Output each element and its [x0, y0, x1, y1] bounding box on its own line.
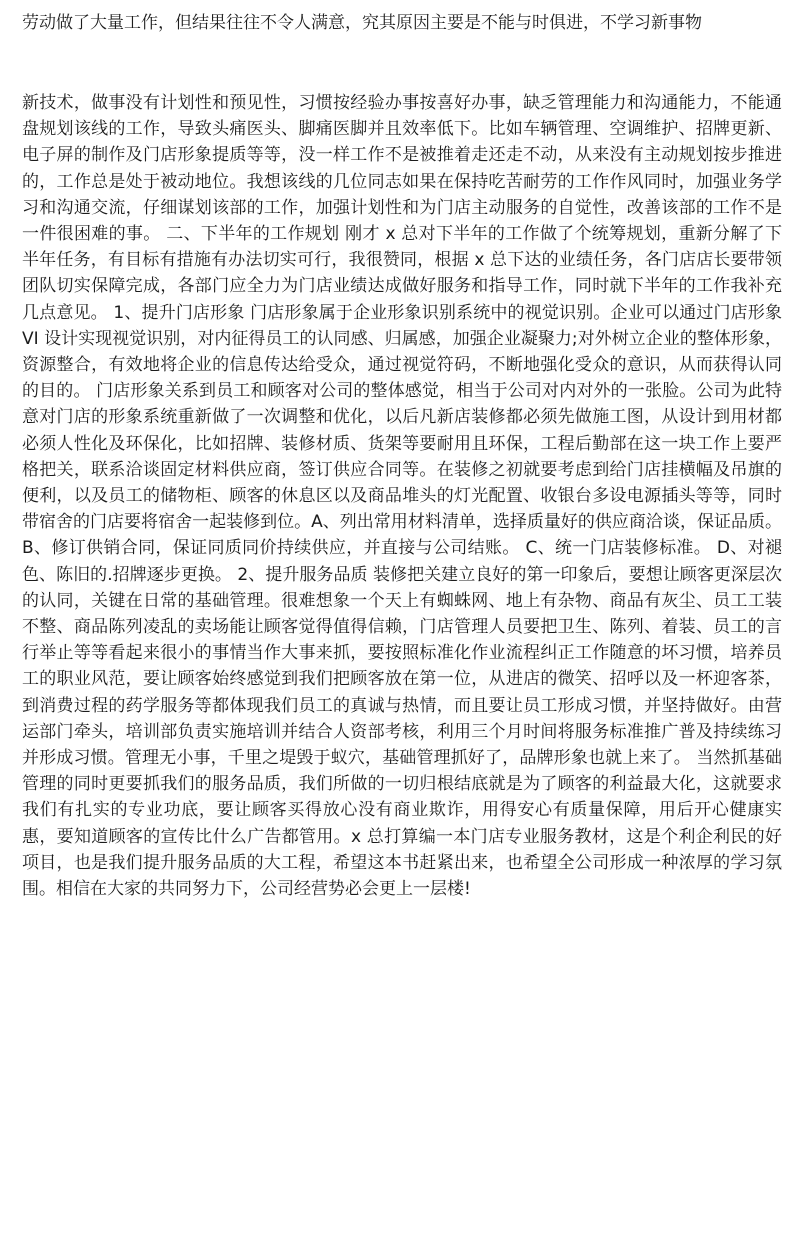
paragraph-1: 劳动做了大量工作，但结果往往不令人满意，究其原因主要是不能与时俱进，不学习新事物 [22, 13, 702, 33]
paragraph-2: 新技术，做事没有计划性和预见性，习惯按经验办事按喜好办事，缺乏管理能力和沟通能力，不能通盘规划该线的工作，导致头痛医头、脚痛医脚并且效率低下。比如车辆管理、空调维护、招牌更新、电子屏的制作及门店形象提质等等，没一样工作不是被推着走还走不动，从来没有主动规划按步推进的，工作总是处于被动地位。我想该线的几位同志如果在保持吃苦耐劳的工作作风同时，加强业务学习和沟通交流，仔细谋划该部的工作，加强计划性和为门店主动服务的自觉性，改善该部的工作不是一件很困难的事。 二、下半年的工作规划 刚才 x 总对下半年的工作做了个统筹规划，重新分解了下半年任务，有目标有措施有办法切实可行，我很赞同，根据 x 总下达的业绩任务，各门店店长要带领团队切实保障完成，各部门应全力为门店业绩达成做好服务和指导工作，同时就下半年的工作我补充几点意见。 1、提升门店形象 门店形象属于企业形象识别系统中的视觉识别。企业可以通过门店形象 VI 设计实现视觉识别，对内征得员工的认同感、归属感，加强企业凝聚力;对外树立企业的整体形象，资源整合，有效地将企业的信息传达给受众，通过视觉符码，不断地强化受众的意识，从而获得认同的目的。 门店形象关系到员工和顾客对公司的整体感觉，相当于公司对内对外的一张脸。公司为此特意对门店的形象系统重新做了一次调整和优化，以后凡新店装修都必须先做施工图，从设计到用材都必须人性化及环保化，比如招牌、装修材质、货架等要耐用且环保，工程后勤部在这一块工作上要严格把关，联系洽谈固定材料供应商，签订供应合同等。在装修之初就要考虑到给门店挂横幅及吊旗的便利，以及员工的储物柜、顾客的休息区以及商品堆头的灯光配置、收银台多设电源插头等等，同时带宿舍的门店要将宿舍一起装修到位。A、列出常用材料清单，选择质量好的供应商洽谈，保证品质。 B、修订供销合同，保证同质同价持续供应，并直接与公司结账。 C、统一门店装修标准。 D、对褪色、陈旧的.招牌逐步更换。 2、提升服务品质 装修把关建立良好的第一印象后，要想让顾客更深层次的认同，关键在日常的基础管理。很难想象一个天上有蜘蛛网、地上有杂物、商品有灰尘、员工工装不整、商品陈列凌乱的卖场能让顾客觉得值得信赖，门店管理人员要把卫生、陈列、着装、员工的言行举止等等看起来很小的事情当作大事来抓，要按照标准化作业流程纠正工作随意的坏习惯，培养员工的职业风范，要让顾客始终感觉到我们把顾客放在第一位，从进店的微笑、招呼以及一杯迎客茶，到消费过程的药学服务等都体现我们员工的真诚与热情，而且要让员工形成习惯，并坚持做好。由营运部门牵头，培训部负责实施培训并结合人资部考核，利用三个月时间将服务标准推广普及持续练习并形成习惯。管理无小事，千里之堤毁于蚁穴，基础管理抓好了，品牌形象也就上来了。 当然抓基础管理的同时更要抓我们的服务品质，我们所做的一切归根结底就是为了顾客的利益最大化，这就要求我们有扎实的专业功底，要让顾客买得放心没有商业欺诈，用得安心有质量保障，用后开心健康实惠，要知道顾客的宣传比什么广告都管用。x 总打算编一本门店专业服务教材，这是个利企利民的好项目，也是我们提升服务品质的大工程，希望这本书赶紧出来，也希望全公司形成一种浓厚的学习氛围。相信在大家的共同努力下，公司经营势必会更上一层楼! [22, 93, 782, 900]
